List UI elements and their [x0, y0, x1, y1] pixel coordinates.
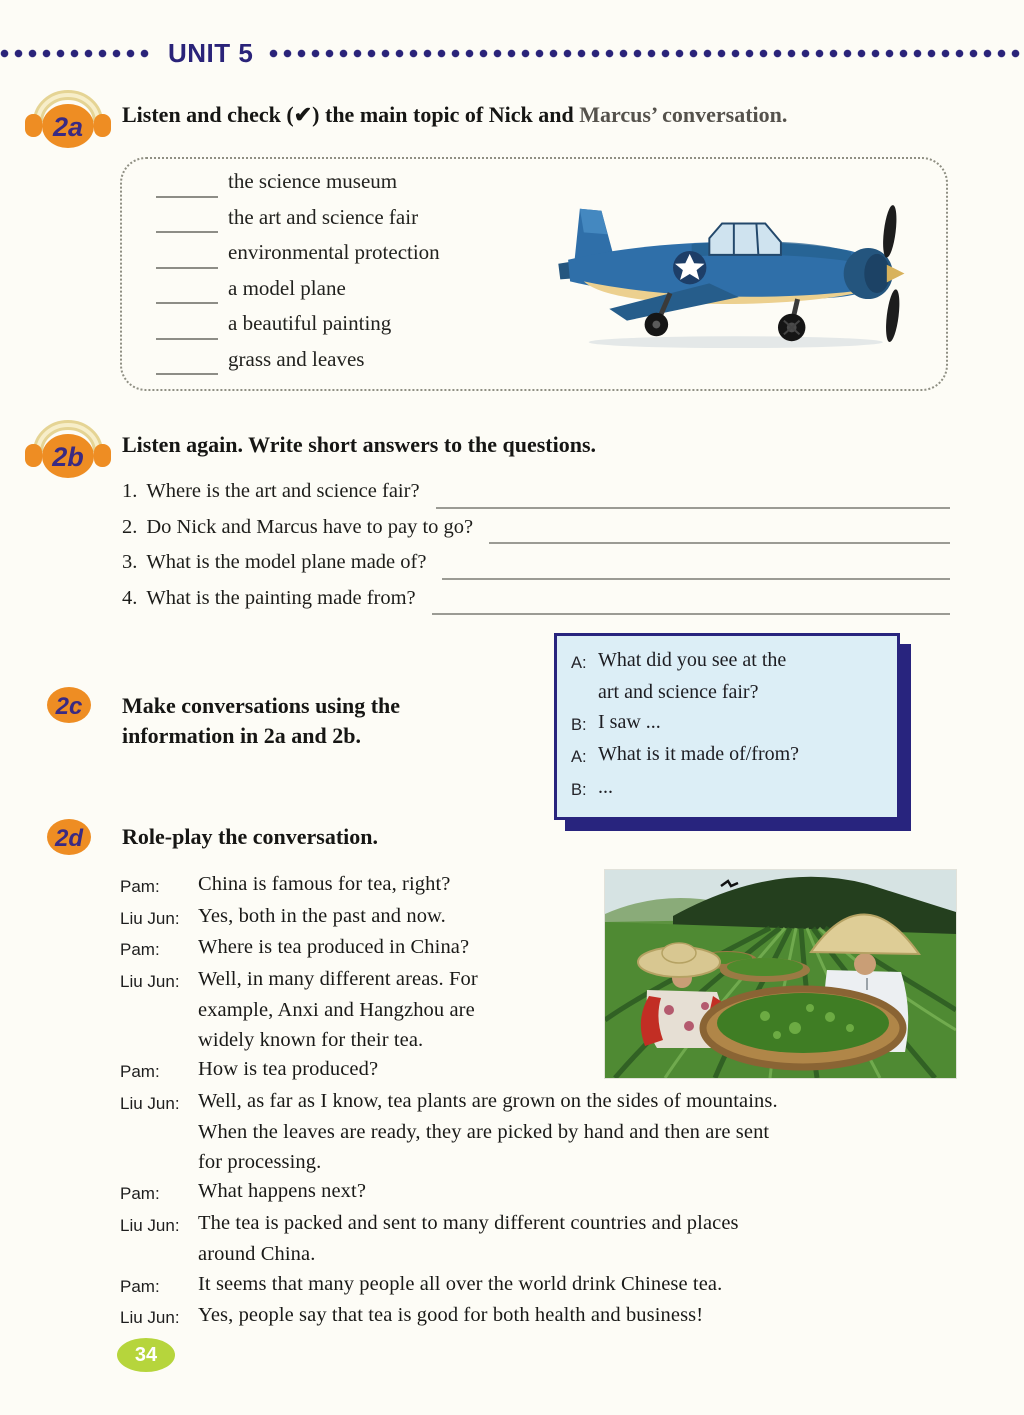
speaker-text: What did you see at the	[598, 649, 787, 671]
checklist-item-label: the science museum	[228, 169, 398, 193]
section-2a-title-main: Listen and check (✔) the main topic of Nick and	[122, 102, 580, 127]
dialogue-line	[120, 1209, 960, 1241]
dialogue-speaker: Pam:	[120, 1062, 160, 1081]
section-2c-badge	[46, 686, 92, 724]
check-blank	[156, 231, 218, 233]
conversation-model-line	[571, 646, 889, 678]
badge-2b-label: 2b	[52, 442, 84, 472]
question-number: 1.	[122, 480, 138, 502]
dialogue-speaker: Liu Jun:	[120, 1215, 180, 1235]
unit-label: UNIT 5	[168, 37, 254, 68]
question-text: What is the painting made from?	[146, 586, 416, 609]
dialogue-text: example, Anxi and Hangzhou are	[198, 999, 475, 1021]
dialogue-text: It seems that many people all over the world drink Chinese tea.	[198, 1272, 723, 1295]
conversation-model-line	[571, 773, 889, 805]
dialogue-speaker	[120, 1148, 198, 1178]
dialogue-text: How is tea produced?	[198, 1058, 379, 1080]
section-2a-title	[122, 100, 962, 130]
badge-2c-label: 2c	[55, 693, 83, 720]
section-2c-title-line1: Make conversations using the	[122, 693, 401, 718]
question-number: 3.	[122, 551, 138, 574]
section-2a-title-tail: Marcus’ conversation.	[579, 102, 788, 127]
check-blank	[156, 338, 218, 340]
dialogue-text: Where is tea produced in China?	[198, 936, 470, 958]
conversation-model-line	[571, 708, 889, 740]
question-text: Do Nick and Marcus have to pay to go?	[146, 515, 474, 538]
dotted-rule-right	[269, 49, 1024, 58]
dialogue-text: for processing.	[198, 1150, 322, 1173]
dialogue-line	[120, 1301, 960, 1333]
dialogue-speaker: Pam:	[120, 877, 160, 896]
speaker-text: ...	[598, 775, 613, 798]
checklist-item	[156, 276, 440, 312]
answer-blank	[442, 578, 950, 580]
checklist-item	[156, 205, 440, 241]
section-2b-badge	[24, 416, 112, 480]
speaker-text: art and science fair?	[598, 681, 759, 704]
question-row	[122, 480, 950, 516]
speaker-label	[571, 678, 598, 707]
dialogue-text: widely known for their tea.	[198, 1028, 424, 1051]
dialogue-text: around China.	[198, 1243, 316, 1265]
dialogue-line	[120, 1148, 960, 1178]
question-text: What is the model plane made of?	[146, 551, 427, 574]
dialogue-speaker: Pam:	[120, 1276, 160, 1296]
topic-checklist-panel	[120, 157, 948, 391]
question-row	[122, 516, 950, 552]
unit-header	[0, 37, 1024, 68]
check-blank	[156, 196, 218, 198]
page-number-badge: 34	[117, 1338, 175, 1372]
dialogue-line	[120, 1270, 960, 1302]
conversation-model-box	[554, 633, 900, 820]
checklist-item	[156, 347, 440, 383]
speaker-label: B:	[571, 715, 587, 734]
checklist-item-label: a beautiful painting	[228, 311, 392, 335]
speaker-text: What is it made of/from?	[598, 743, 800, 766]
dotted-rule-left	[0, 49, 150, 58]
speaker-label: B:	[571, 780, 587, 799]
answer-blank	[436, 507, 950, 509]
speaker-text: I saw ...	[598, 710, 661, 733]
speaker-label: A:	[571, 748, 587, 767]
dialogue-speaker: Liu Jun:	[120, 971, 180, 991]
dialogue-line	[120, 1087, 960, 1119]
dialogue-text: What happens next?	[198, 1180, 367, 1202]
dialogue-text: Yes, people say that tea is good for both health and business!	[198, 1304, 704, 1326]
speaker-label: A:	[571, 654, 587, 672]
checklist-item-label: the art and science fair	[228, 204, 419, 229]
dialogue-speaker	[120, 1026, 198, 1056]
checklist-item	[156, 169, 440, 205]
question-row	[122, 587, 950, 623]
dialogue-speaker: Liu Jun:	[120, 908, 180, 928]
section-2d-badge	[46, 818, 92, 856]
dialogue-text: The tea is packed and sent to many different countries and places	[198, 1211, 739, 1234]
dialogue-speaker	[120, 996, 198, 1026]
dialogue-text: Yes, both in the past and now.	[198, 904, 446, 927]
question-list	[122, 480, 950, 622]
checklist-item-label: environmental protection	[228, 240, 440, 264]
dialogue-text: Well, in many different areas. For	[198, 967, 478, 990]
section-2c-title-line2: information in 2a and 2b.	[122, 723, 361, 748]
conversation-model-line	[571, 678, 889, 707]
conversation-model-line	[571, 740, 889, 772]
answer-blank	[432, 613, 950, 615]
badge-2a-label: 2a	[52, 112, 84, 142]
badge-2d-label: 2d	[54, 825, 84, 852]
topic-checklist	[156, 169, 440, 382]
section-2c-title	[122, 691, 552, 751]
model-plane-image	[542, 199, 910, 356]
question-number: 4.	[122, 586, 138, 609]
answer-blank	[489, 542, 950, 544]
question-row	[122, 551, 950, 587]
dialogue-speaker: Pam:	[120, 940, 160, 959]
check-blank	[156, 267, 218, 269]
section-2a-badge	[24, 86, 112, 150]
dialogue-line	[120, 1177, 960, 1209]
checklist-item	[156, 311, 440, 347]
section-2b-title: Listen again. Write short answers to the questions.	[122, 432, 597, 457]
check-blank	[156, 302, 218, 304]
dialogue-line	[120, 1240, 960, 1270]
dialogue-line	[120, 1118, 960, 1148]
dialogue-text: Well, as far as I know, tea plants are grown on the sides of mountains.	[198, 1089, 778, 1112]
question-number: 2.	[122, 515, 138, 538]
dialogue-text: China is famous for tea, right?	[198, 873, 451, 895]
tea-picking-photo	[604, 869, 957, 1079]
section-2d-title: Role-play the conversation.	[122, 824, 379, 849]
question-text: Where is the art and science fair?	[146, 480, 420, 502]
checklist-item	[156, 240, 440, 276]
dialogue-speaker: Liu Jun:	[120, 1308, 180, 1327]
dialogue-text: When the leaves are ready, they are picked by hand and then are sent	[198, 1121, 770, 1143]
dialogue-speaker: Liu Jun:	[120, 1093, 180, 1113]
dialogue-speaker	[120, 1118, 198, 1148]
dialogue-speaker	[120, 1240, 198, 1270]
checklist-item-label: grass and leaves	[228, 346, 365, 371]
checklist-item-label: a model plane	[228, 275, 346, 300]
dialogue-speaker: Pam:	[120, 1184, 160, 1203]
check-blank	[156, 373, 218, 375]
